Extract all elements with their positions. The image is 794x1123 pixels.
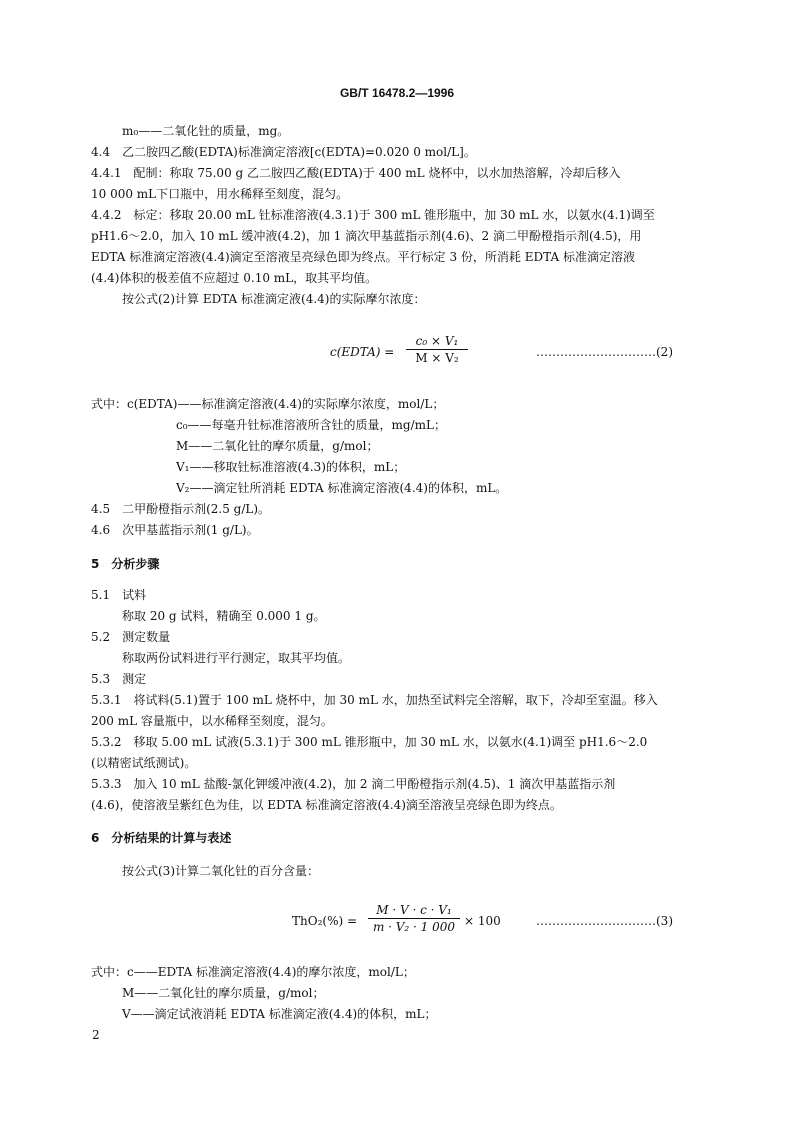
formula-2-label: …………………………(2): [536, 345, 673, 359]
section-5-heading: 5 分析步骤: [91, 557, 160, 571]
section-4-4: 4.4 乙二胺四乙酸(EDTA)标准滴定溶液[c(EDTA)=0.020 0 mol/L]。: [91, 145, 476, 159]
text-line: EDTA 标准滴定溶液(4.4)滴定至溶液呈亮绿色即为终点。平行标定 3 份，所消耗 EDTA 标准滴定溶液: [91, 250, 635, 264]
variable-definition: V——滴定试液消耗 EDTA 标准滴定液(4.4)的体积，mL；: [122, 1007, 437, 1021]
formula-3-label: …………………………(3): [536, 914, 673, 928]
text-line: 200 mL 容量瓶中，以水稀释至刻度，混匀。: [91, 714, 333, 728]
where-clause: 式中：c——EDTA 标准滴定溶液(4.4)的摩尔浓度，mol/L；: [91, 965, 415, 979]
text-line: (4.4)体积的极差值不应超过 0.10 mL，取其平均值。: [91, 271, 378, 285]
formula-2-denominator: M × V₂: [415, 351, 459, 365]
text-line: 称取 20 g 试料，精确至 0.000 1 g。: [122, 609, 326, 623]
text-line: m₀——二氧化钍的质量，mg。: [122, 124, 290, 138]
variable-definition: c₀——每毫升钍标准溶液所含钍的质量，mg/mL；: [176, 418, 446, 432]
text-line: (4.6)，使溶液呈紫红色为佳，以 EDTA 标准滴定溶液(4.4)滴至溶液呈亮绿色即为终点。: [91, 798, 562, 812]
section-5-1: 5.1 试料: [91, 588, 147, 602]
variable-definition: V₂——滴定钍所消耗 EDTA 标准滴定溶液(4.4)的体积，mL。: [176, 481, 508, 495]
section-5-3: 5.3 测定: [91, 672, 147, 686]
text-line: pH1.6～2.0，加入 10 mL 缓冲液(4.2)，加 1 滴次甲基蓝指示剂(4.6)、2 滴二甲酚橙指示剂(4.5)，用: [91, 229, 642, 243]
formula-3-numerator: M · V · c · V₁: [376, 903, 452, 917]
where-clause: 式中：c(EDTA)——标准滴定溶液(4.4)的实际摩尔浓度，mol/L；: [91, 397, 445, 411]
formula-3-fraction: [368, 902, 460, 935]
text-line: (以精密试纸测试)。: [91, 756, 197, 770]
variable-definition: V₁——移取钍标准溶液(4.3)的体积，mL；: [176, 460, 406, 474]
text-line: 按公式(2)计算 EDTA 标准滴定液(4.4)的实际摩尔浓度：: [122, 292, 426, 306]
section-4-6: 4.6 次甲基蓝指示剂(1 g/L)。: [91, 523, 259, 537]
formula-3-lhs: ThO₂(%) =: [292, 914, 358, 928]
page-number: 2: [92, 1028, 100, 1042]
section-6-heading: 6 分析结果的计算与表述: [91, 831, 232, 845]
formula-2-numerator: c₀ × V₁: [415, 334, 459, 348]
formula-3-denominator: m · V₂ · 1 000: [372, 920, 456, 934]
variable-definition: M——二氧化钍的摩尔质量，g/mol；: [176, 439, 379, 453]
section-5-2: 5.2 测定数量: [91, 630, 171, 644]
section-5-3-3: 5.3.3 加入 10 mL 盐酸-氯化钾缓冲液(4.2)，加 2 滴二甲酚橙指示剂(4.5)、1 滴次甲基蓝指示剂: [91, 777, 616, 791]
text-line: 称取两份试料进行平行测定，取其平均值。: [122, 651, 351, 665]
formula-2-fraction: [406, 333, 468, 366]
formula-3-factor: × 100: [464, 914, 501, 928]
page-header: GB/T 16478.2—1996: [339, 86, 455, 100]
section-5-3-1: 5.3.1 将试料(5.1)置于 100 mL 烧杯中，加 30 mL 水，加热至试料完全溶解，取下，冷却至室温。移入: [91, 693, 658, 707]
formula-2-lhs: c(EDTA) =: [330, 345, 395, 359]
section-5-3-2: 5.3.2 移取 5.00 mL 试液(5.3.1)于 300 mL 锥形瓶中，加 30 mL 水，以氨水(4.1)调至 pH1.6～2.0: [91, 735, 648, 749]
text-line: 按公式(3)计算二氧化钍的百分含量：: [122, 864, 319, 878]
text-line: 10 000 mL下口瓶中，用水稀释至刻度，混匀。: [91, 187, 349, 201]
section-4-5: 4.5 二甲酚橙指示剂(2.5 g/L)。: [91, 502, 271, 516]
variable-definition: M——二氧化钍的摩尔质量，g/mol；: [122, 986, 325, 1000]
section-4-4-1: 4.4.1 配制：称取 75.00 g 乙二胺四乙酸(EDTA)于 400 mL 烧杯中，以水加热溶解，冷却后移入: [91, 166, 621, 180]
section-4-4-2: 4.4.2 标定：移取 20.00 mL 钍标准溶液(4.3.1)于 300 mL 锥形瓶中，加 30 mL 水，以氨水(4.1)调至: [91, 208, 655, 222]
